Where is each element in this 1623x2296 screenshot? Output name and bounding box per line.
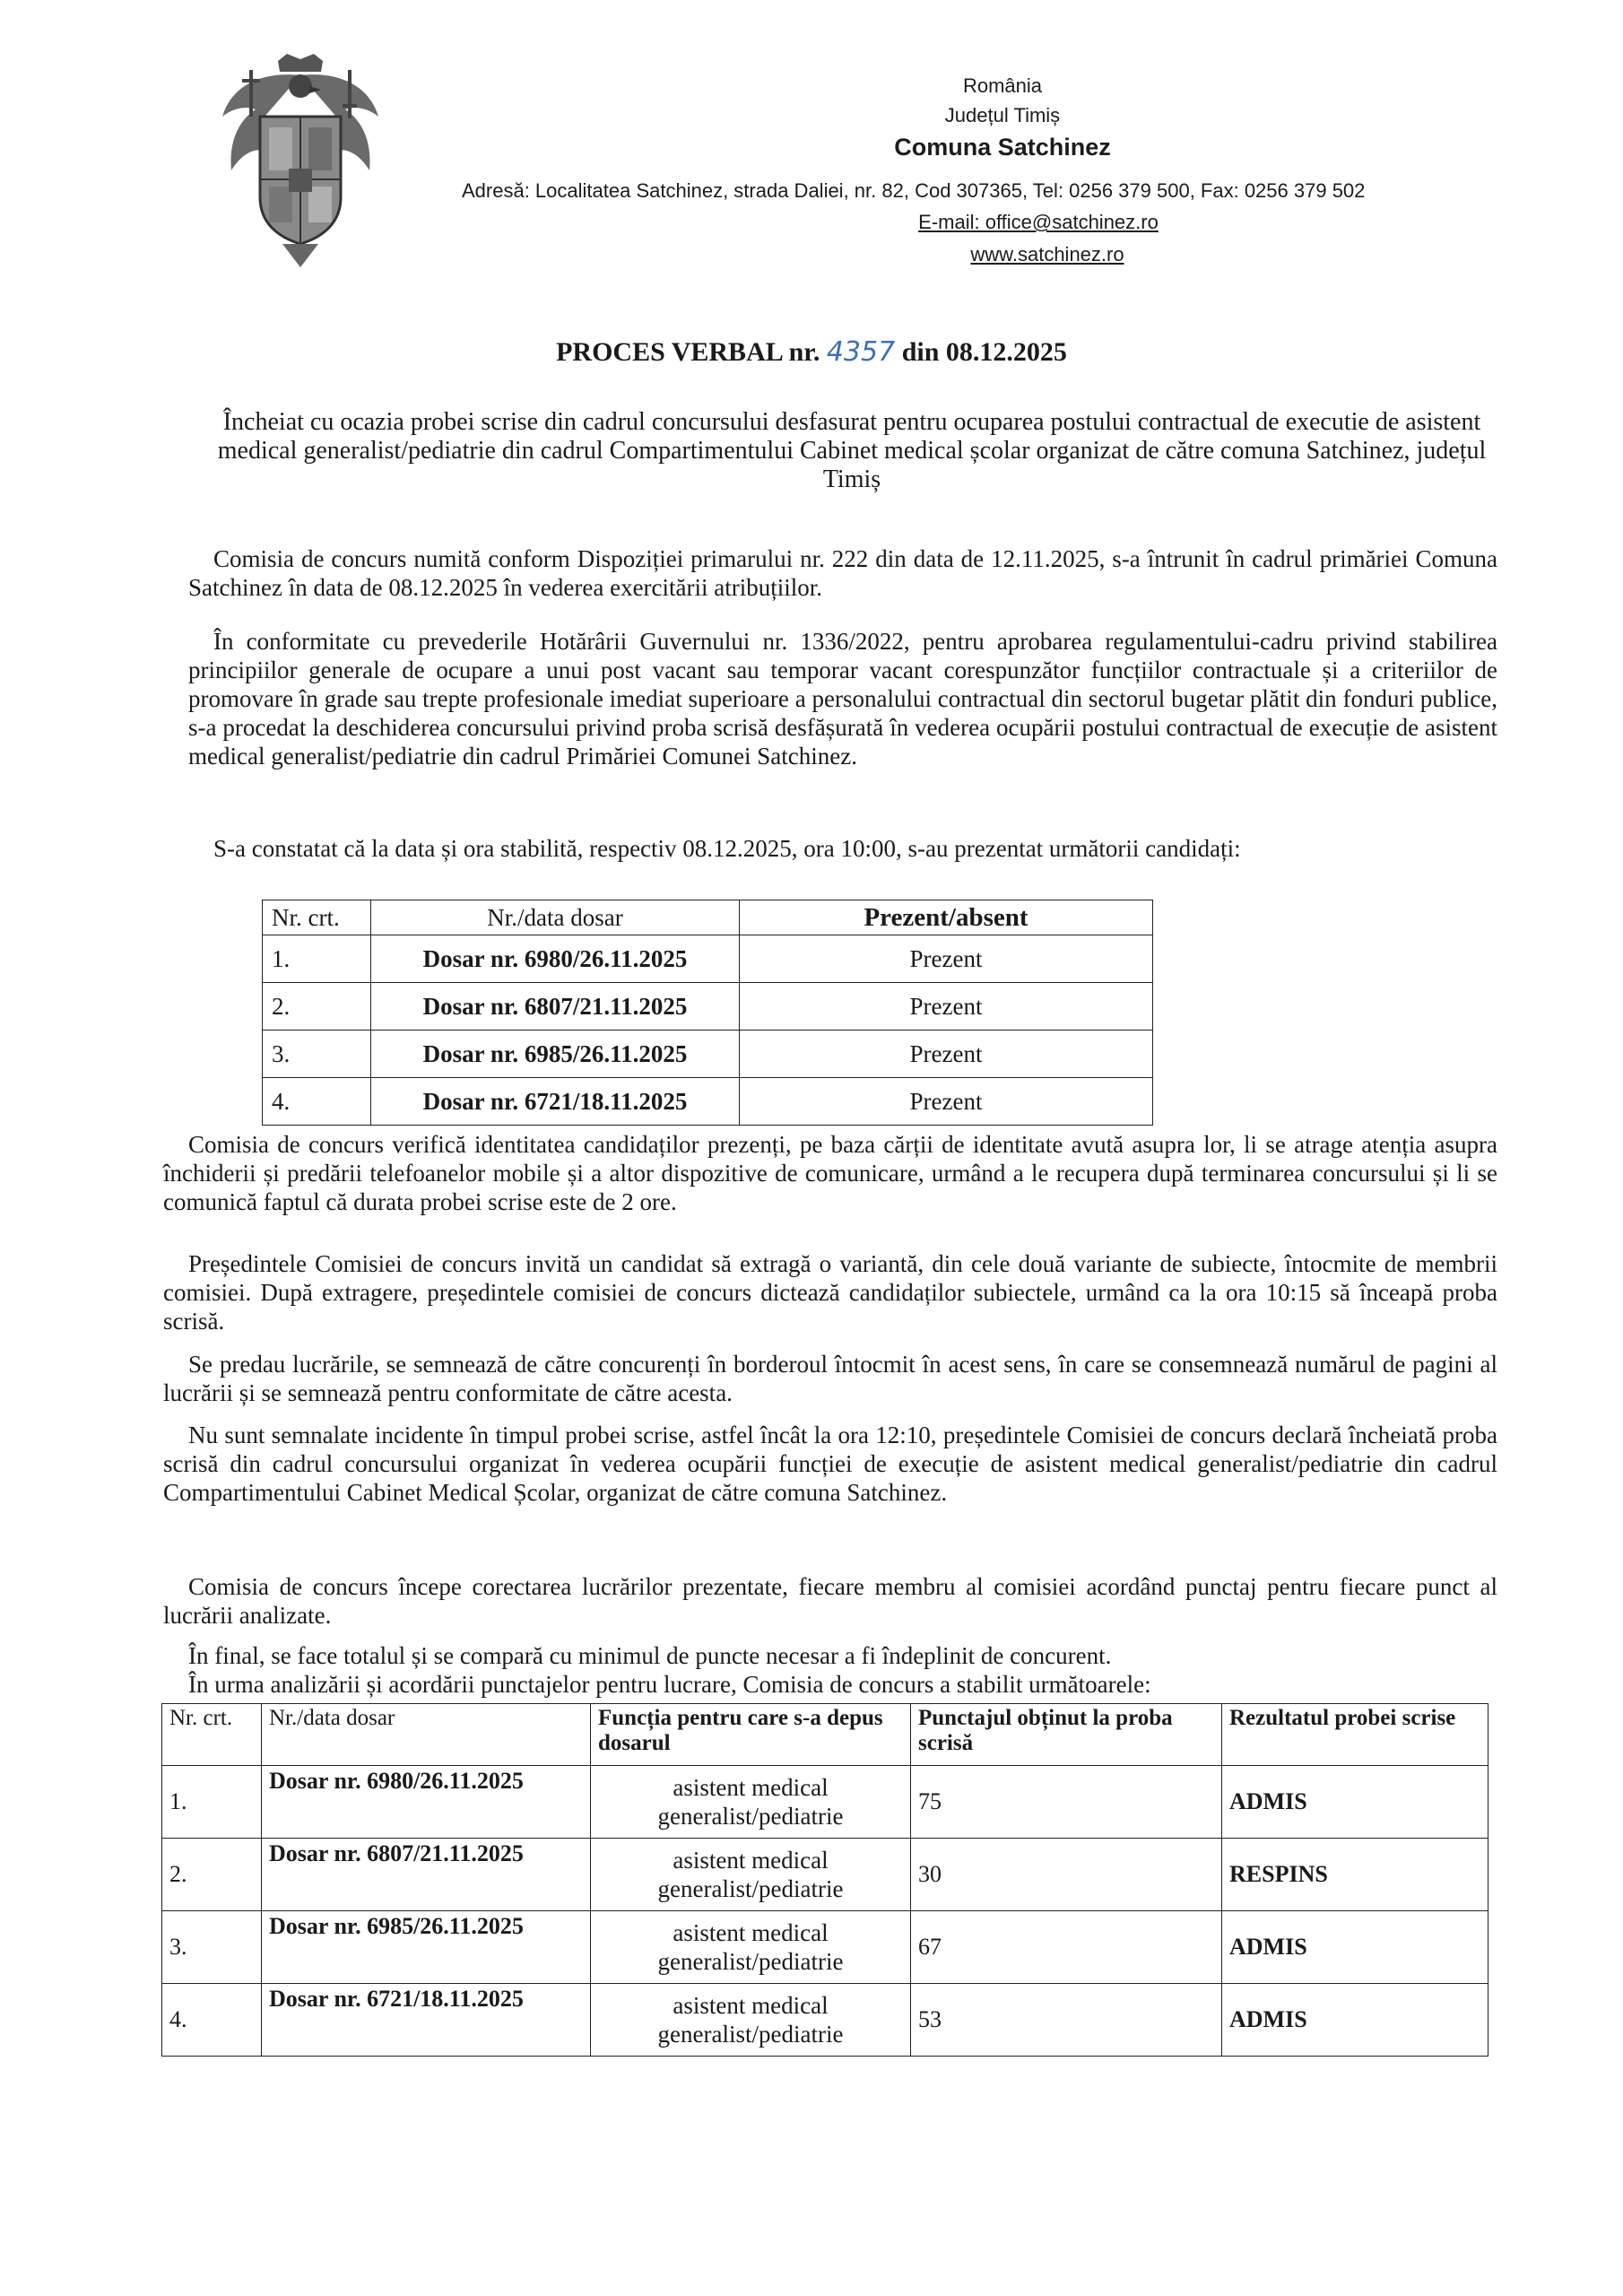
paragraph-legal-basis: În conformitate cu prevederile Hotărârii Guvernului nr. 1336/2022, pentru aprobarea regulamentului-cadru privind stabilirea principiilor generale de ocupare a unui post vacant sau temporar vacant corespunzător funcțiilor contractuale și a criteriilor de promovare în grade sau trepte profesionale imediat superioare a personalului contractual din sectorul bugetar plătit din fonduri publice, s-a procedat la deschiderea concursului privind proba scrisă desfășurată în vederea ocupării postului contractual de execuție de asistent medical generalist/pediatrie din cadrul Primăriei Comunei Satchinez. (188, 628, 1497, 770)
table-row (162, 1984, 1488, 2057)
file-number: Dosar nr. 6985/26.11.2025 (262, 1911, 591, 1984)
header-cell: Nr. crt. (162, 1704, 262, 1766)
result-status: ADMIS (1222, 1766, 1488, 1839)
table-row (263, 1031, 1153, 1078)
file-number: Dosar nr. 6980/26.11.2025 (371, 935, 740, 983)
presence-status: Prezent (740, 935, 1153, 983)
presence-status: Prezent (740, 1078, 1153, 1126)
attendance-table (262, 900, 1153, 1126)
position-name: asistent medical generalist/pediatrie (591, 1766, 911, 1839)
paragraph-results-intro: În urma analizării și acordării punctajelor pentru lucrare, Comisia de concurs a stabilit următoarele: (188, 1671, 1151, 1698)
row-number: 3. (162, 1911, 262, 1984)
file-number: Dosar nr. 6721/18.11.2025 (371, 1078, 740, 1126)
table-row (162, 1911, 1488, 1984)
table-row (162, 1766, 1488, 1839)
table-row (263, 983, 1153, 1031)
presence-status: Prezent (740, 1031, 1153, 1078)
written-score: 75 (911, 1766, 1222, 1839)
paragraph-identity-check: Comisia de concurs verifică identitatea candidaților prezenți, pe baza cărții de identitate avută asupra lor, li se atrage atenția asupra închiderii și predării telefoanelor mobile și a altor dispozitive de comunicare, urmând a le recupera după terminarea concursului și li se comunică faptul că durata probei scrise este de 2 ore. (163, 1131, 1497, 1215)
row-number: 1. (263, 935, 371, 983)
header-cell: Nr./data dosar (371, 900, 740, 935)
result-status: RESPINS (1222, 1839, 1488, 1911)
row-number: 1. (162, 1766, 262, 1839)
table-row (263, 1078, 1153, 1126)
file-number: Dosar nr. 6721/18.11.2025 (262, 1984, 591, 2057)
row-number: 4. (263, 1078, 371, 1126)
row-number: 3. (263, 1031, 371, 1078)
paragraph-subject-draw: Președintele Comisiei de concurs invită un candidat să extragă o variantă, din cele două variante de subiecte, întocmite de membrii comisiei. După extragere, președintele comisiei de concurs dictează candidaților subiectele, urmând ca la ora 10:15 să înceapă proba scrisă. (163, 1250, 1497, 1335)
position-name: asistent medical generalist/pediatrie (591, 1911, 911, 1984)
row-number: 2. (263, 983, 371, 1031)
position-name: asistent medical generalist/pediatrie (591, 1984, 911, 2057)
results-table-header (162, 1704, 1488, 1766)
file-number: Dosar nr. 6980/26.11.2025 (262, 1766, 591, 1839)
paragraph-commission: Comisia de concurs numită conform Dispoziției primarului nr. 222 din data de 12.11.2025, s-a întrunit în cadrul primăriei Comuna Satchinez în data de 08.12.2025 în vederea exercitării atribuțiilor. (188, 545, 1497, 601)
coat-of-arms-emblem (215, 54, 386, 269)
position-name: asistent medical generalist/pediatrie (591, 1839, 911, 1911)
results-table (161, 1703, 1488, 2057)
paragraph-exam-closed: Nu sunt semnalate incidente în timpul probei scrise, astfel încât la ora 12:10, președintele Comisiei de concurs declară încheiată proba scrisă din cadrul concursului organizat în vederea ocupării funcției de execuție de asistent medical generalist/pediatrie din cadrul Compartimentului Cabinet Medical Școlar, organizat de către comuna Satchinez. (163, 1422, 1497, 1506)
header-cell: Funcția pentru care s-a depus dosarul (591, 1704, 911, 1766)
written-score: 67 (911, 1911, 1222, 1984)
header-cell: Nr. crt. (263, 900, 371, 935)
file-number: Dosar nr. 6807/21.11.2025 (371, 983, 740, 1031)
result-status: ADMIS (1222, 1911, 1488, 1984)
file-number: Dosar nr. 6985/26.11.2025 (371, 1031, 740, 1078)
paragraph-total: În final, se face totalul și se compară cu minimul de puncte necesar a fi îndeplinit de concurent. (188, 1642, 1112, 1669)
written-score: 30 (911, 1839, 1222, 1911)
table-row (263, 935, 1153, 983)
header-cell: Nr./data dosar (262, 1704, 591, 1766)
header-cell: Rezultatul probei scrise (1222, 1704, 1488, 1766)
result-status: ADMIS (1222, 1984, 1488, 2057)
document-title (0, 336, 1623, 368)
header-email[interactable]: E-mail: office@satchinez.ro (918, 211, 1159, 233)
header-country: România (962, 74, 1043, 97)
paragraph-candidates-present: S-a constatat că la data și ora stabilită, respectiv 08.12.2025, ora 10:00, s-au prezentat următorii candidați: (213, 835, 1241, 862)
attendance-table-header (263, 900, 1153, 935)
document-subtitle: Încheiat cu ocazia probei scrise din cadrul concursului desfasurat pentru ocuparea postului contractual de executie de asistent medical generalist/pediatrie din cadrul Compartimentului Cabinet medical școlar organizat de către comuna Satchinez, județul Timiș (217, 408, 1487, 493)
header-address: Adresă: Localitatea Satchinez, strada Daliei, nr. 82, Cod 307365, Tel: 0256 379 500, Fax: 0256 379 502 (462, 179, 1366, 202)
written-score: 53 (911, 1984, 1222, 2057)
header-cell: Prezent/absent (740, 900, 1153, 935)
header-commune: Comuna Satchinez (894, 134, 1111, 161)
row-number: 2. (162, 1839, 262, 1911)
presence-status: Prezent (740, 983, 1153, 1031)
file-number: Dosar nr. 6807/21.11.2025 (262, 1839, 591, 1911)
title-number-handwritten: 4357 (826, 336, 896, 368)
header-website[interactable]: www.satchinez.ro (970, 243, 1124, 265)
paragraph-submission: Se predau lucrările, se semnează de către concurenți în borderoul întocmit în acest sens, în care se consemnează numărul de pagini al lucrării și se semnează pentru conformitate de către acesta. (163, 1351, 1497, 1406)
row-number: 4. (162, 1984, 262, 2057)
table-row (162, 1839, 1488, 1911)
title-suffix: din 08.12.2025 (901, 337, 1067, 367)
header-cell: Punctajul obținut la proba scrisă (911, 1704, 1222, 1766)
title-prefix: PROCES VERBAL nr. (556, 337, 820, 367)
paragraph-correction: Comisia de concurs începe corectarea lucrărilor prezentate, fiecare membru al comisiei acordând punctaj pentru fiecare punct al lucrării analizate. (163, 1573, 1497, 1629)
header-county: Județul Timiș (944, 104, 1061, 126)
